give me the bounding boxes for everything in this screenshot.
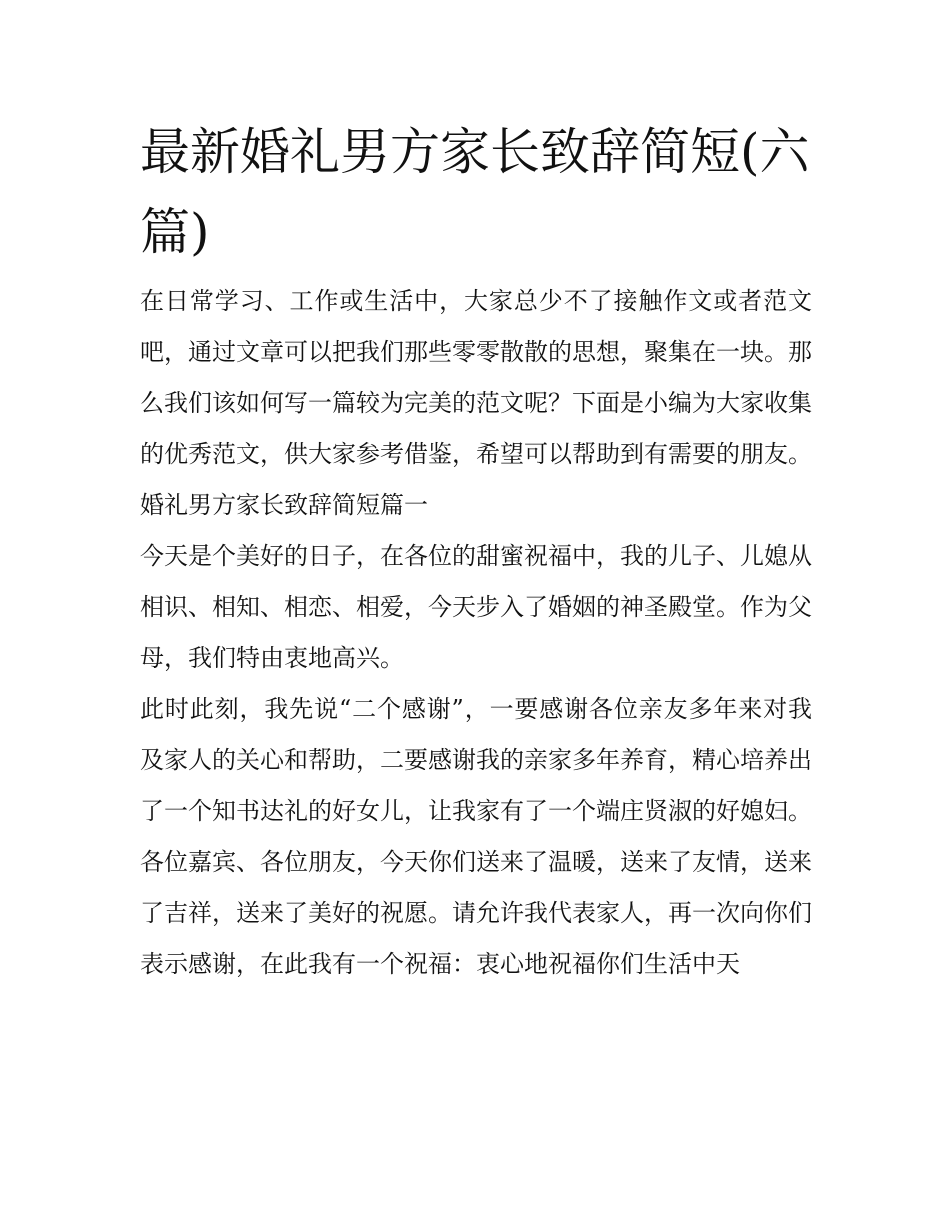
section-heading: 婚礼男方家长致辞简短篇一 <box>140 491 428 519</box>
intro-paragraph: 在日常学习、工作或生活中，大家总少不了接触作文或者范文吧，通过文章可以把我们那些零零散散的思想，聚集在一块。那么我们该如何写一篇较为完美的范文呢？下面是小编为大家收集的优秀范文，供大家参考借鉴，希望可以帮助到有需要的朋友。 <box>140 287 812 468</box>
document-body <box>140 276 812 990</box>
body-paragraph: 此时此刻，我先说“二个感谢”，一要感谢各位亲友多年来对我及家人的关心和帮助，二要感谢我的亲家多年养育，精心培养出了一个知书达礼的好女儿，让我家有了一个端庄贤淑的好媳妇。 <box>140 695 812 825</box>
body-paragraph: 各位嘉宾、各位朋友，今天你们送来了温暖，送来了友情，送来了吉祥，送来了美好的祝愿。请允许我代表家人，再一次向你们表示感谢，在此我有一个祝福：衷心地祝福你们生活中天 <box>140 848 812 978</box>
document-title: 最新婚礼男方家长致辞简短(六篇) <box>140 123 810 261</box>
body-paragraph: 今天是个美好的日子，在各位的甜蜜祝福中，我的儿子、儿媳从相识、相知、相恋、相爱，今天步入了婚姻的神圣殿堂。作为父母，我们特由衷地高兴。 <box>140 542 812 672</box>
